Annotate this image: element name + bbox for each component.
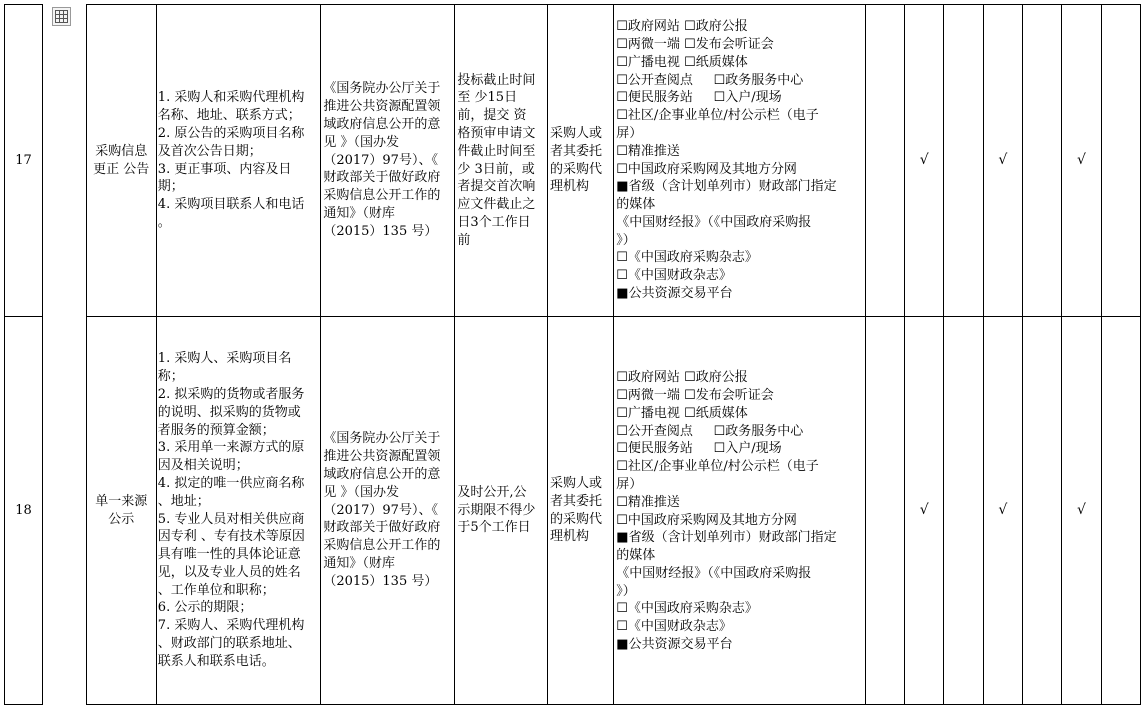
disclosure-media <box>614 5 866 317</box>
media-option: ☐精准推送 <box>616 494 680 510</box>
media-option: ■公共资源交易平台 <box>616 286 733 302</box>
media-option: 《中国财经报》（《中国政府采购报 <box>616 565 812 581</box>
media-option: 的媒体 <box>616 548 656 564</box>
media-option: ☐政府网站 ☐政府公报 <box>616 370 748 386</box>
media-option: ☐精准推送 <box>616 143 680 159</box>
check-cell-5 <box>1023 5 1062 317</box>
media-option: ■公共资源交易平台 <box>616 637 733 653</box>
row-number-text: 17 <box>15 152 32 168</box>
media-option: ☐《中国政府采购杂志》 <box>616 250 758 266</box>
disclosure-subject-text: 采购人或 者其委托 的采购代 理机构 <box>549 125 602 195</box>
media-option: ☐中国政府采购网及其地方分网 <box>616 512 797 528</box>
disclosure-basis-text: 《国务院办公厅关于 推进公共资源配置领 域政府信息公开的意 见 》（国办发 （2017）97号）、《 财政部关于做好政府 采购信息公开工作的 通知》（财库 （2015）135 号） <box>323 431 441 589</box>
check-cell-5 <box>1023 317 1062 705</box>
media-option: ☐公开查阅点 ☐政务服务中心 <box>616 72 804 88</box>
disclosure-content <box>156 5 321 317</box>
item-name <box>86 317 156 705</box>
disclosure-subject-text: 采购人或 者其委托 的采购代 理机构 <box>549 475 602 545</box>
media-option: 》） <box>616 583 636 599</box>
checkmark-icon: √ <box>919 151 929 168</box>
check-cell-2 <box>904 317 944 705</box>
check-cell-3 <box>944 317 983 705</box>
check-cell-7 <box>1101 5 1140 317</box>
media-option: ☐《中国财政杂志》 <box>616 268 732 284</box>
row-gutter <box>43 5 87 317</box>
media-option: ☐广播电视 ☐纸质媒体 <box>616 54 748 70</box>
media-option: 》） <box>616 232 636 248</box>
table-row <box>5 317 1141 705</box>
row-number <box>5 5 43 317</box>
media-option: ☐《中国财政杂志》 <box>616 619 732 635</box>
disclosure-content-text: 1. 采购人和采购代理机构 名称、地址、联系方式； 2. 原公告的采购项目名称 及首次公告日期； 3. 更正事项、内容及日 期； 4. 采购项目联系人和电话 。 <box>157 90 305 230</box>
media-option: ☐便民服务站 ☐入户/现场 <box>616 441 782 457</box>
disclosure-basis <box>321 317 455 705</box>
row-number-text: 18 <box>15 502 32 518</box>
media-option: ☐两微一端 ☐发布会听证会 <box>616 387 774 403</box>
check-cell-1 <box>865 5 904 317</box>
disclosure-timing <box>455 317 548 705</box>
disclosure-subject <box>547 5 613 317</box>
item-name-text: 单一来源 公示 <box>95 493 148 527</box>
item-name-text: 采购信息 更正 公告 <box>93 143 150 177</box>
media-option: 屏） <box>616 125 643 141</box>
item-name <box>86 5 156 317</box>
disclosure-timing <box>455 5 548 317</box>
checkmark-icon: √ <box>1077 501 1086 518</box>
media-option: ☐社区/企事业单位/村公示栏（电子 <box>616 459 819 475</box>
media-option: 《中国财经报》（《中国政府采购报 <box>616 214 812 230</box>
media-option: 的媒体 <box>616 197 656 213</box>
disclosure-basis-text: 《国务院办公厅关于 推进公共资源配置领 域政府信息公开的意 见 》（国办发 （2017）97号）、《 财政部关于做好政府 采购信息公开工作的 通知》（财库 （2015）135 号） <box>323 81 441 239</box>
check-cell-7 <box>1101 317 1140 705</box>
media-option: ☐公开查阅点 ☐政务服务中心 <box>616 423 804 439</box>
media-option: ■省级（含计划单列市）财政部门指定 <box>616 530 837 546</box>
table-row <box>5 5 1141 317</box>
checkmark-icon: √ <box>919 501 929 518</box>
disclosure-timing-text: 及时公开,公 示期限不得少 于5个工作日 <box>457 484 536 536</box>
row-number <box>5 317 43 705</box>
checkmark-icon: √ <box>1077 151 1086 168</box>
media-option: ☐广播电视 ☐纸质媒体 <box>616 405 748 421</box>
disclosure-timing-text: 投标截止时间 至 少15日 前，提交 资 格预审申请文 件截止时间至 少 3日前，或 者提交首次响 应文件截止之 日3个工作日 前 <box>457 72 536 248</box>
disclosure-subject <box>547 317 613 705</box>
media-option: ☐便民服务站 ☐入户/现场 <box>616 90 782 106</box>
media-option: ■省级（含计划单列市）财政部门指定 <box>616 179 837 195</box>
media-option: ☐社区/企事业单位/村公示栏（电子 <box>616 108 819 124</box>
check-cell-6 <box>1062 317 1102 705</box>
media-option: ☐政府网站 ☐政府公报 <box>616 19 748 35</box>
disclosure-table <box>4 4 1141 705</box>
media-option: 屏） <box>616 476 643 492</box>
disclosure-content-text: 1. 采购人、采购项目名 称； 2. 拟采购的货物或者服务 的说明、拟采购的货物或 者服务的预算金额； 3. 采用单一来源方式的原 因及相关说明； 4. 拟定的唯一供应商名称 、地址； 5. 专业人员对相关供应商 因专利 、专有技术等原因 具有唯一性的具体论证意 见，以及专业人员的姓名 、工作单位和职称； 6. 公示的期限； 7. 采购人、采购代理机构 、财政部门的联系地址、 联系人和联系电话。 <box>157 351 305 669</box>
media-option: ☐《中国政府采购杂志》 <box>616 601 758 617</box>
checkmark-icon: √ <box>998 501 1008 518</box>
check-cell-1 <box>865 317 904 705</box>
check-cell-4 <box>983 317 1023 705</box>
check-cell-2 <box>904 5 944 317</box>
check-cell-3 <box>944 5 983 317</box>
check-cell-6 <box>1062 5 1102 317</box>
media-option: ☐两微一端 ☐发布会听证会 <box>616 36 774 52</box>
media-option: ☐中国政府采购网及其地方分网 <box>616 161 797 177</box>
check-cell-4 <box>983 5 1023 317</box>
checkmark-icon: √ <box>998 151 1008 168</box>
disclosure-content <box>156 317 321 705</box>
disclosure-media <box>614 317 866 705</box>
disclosure-basis <box>321 5 455 317</box>
row-gutter <box>43 317 87 705</box>
